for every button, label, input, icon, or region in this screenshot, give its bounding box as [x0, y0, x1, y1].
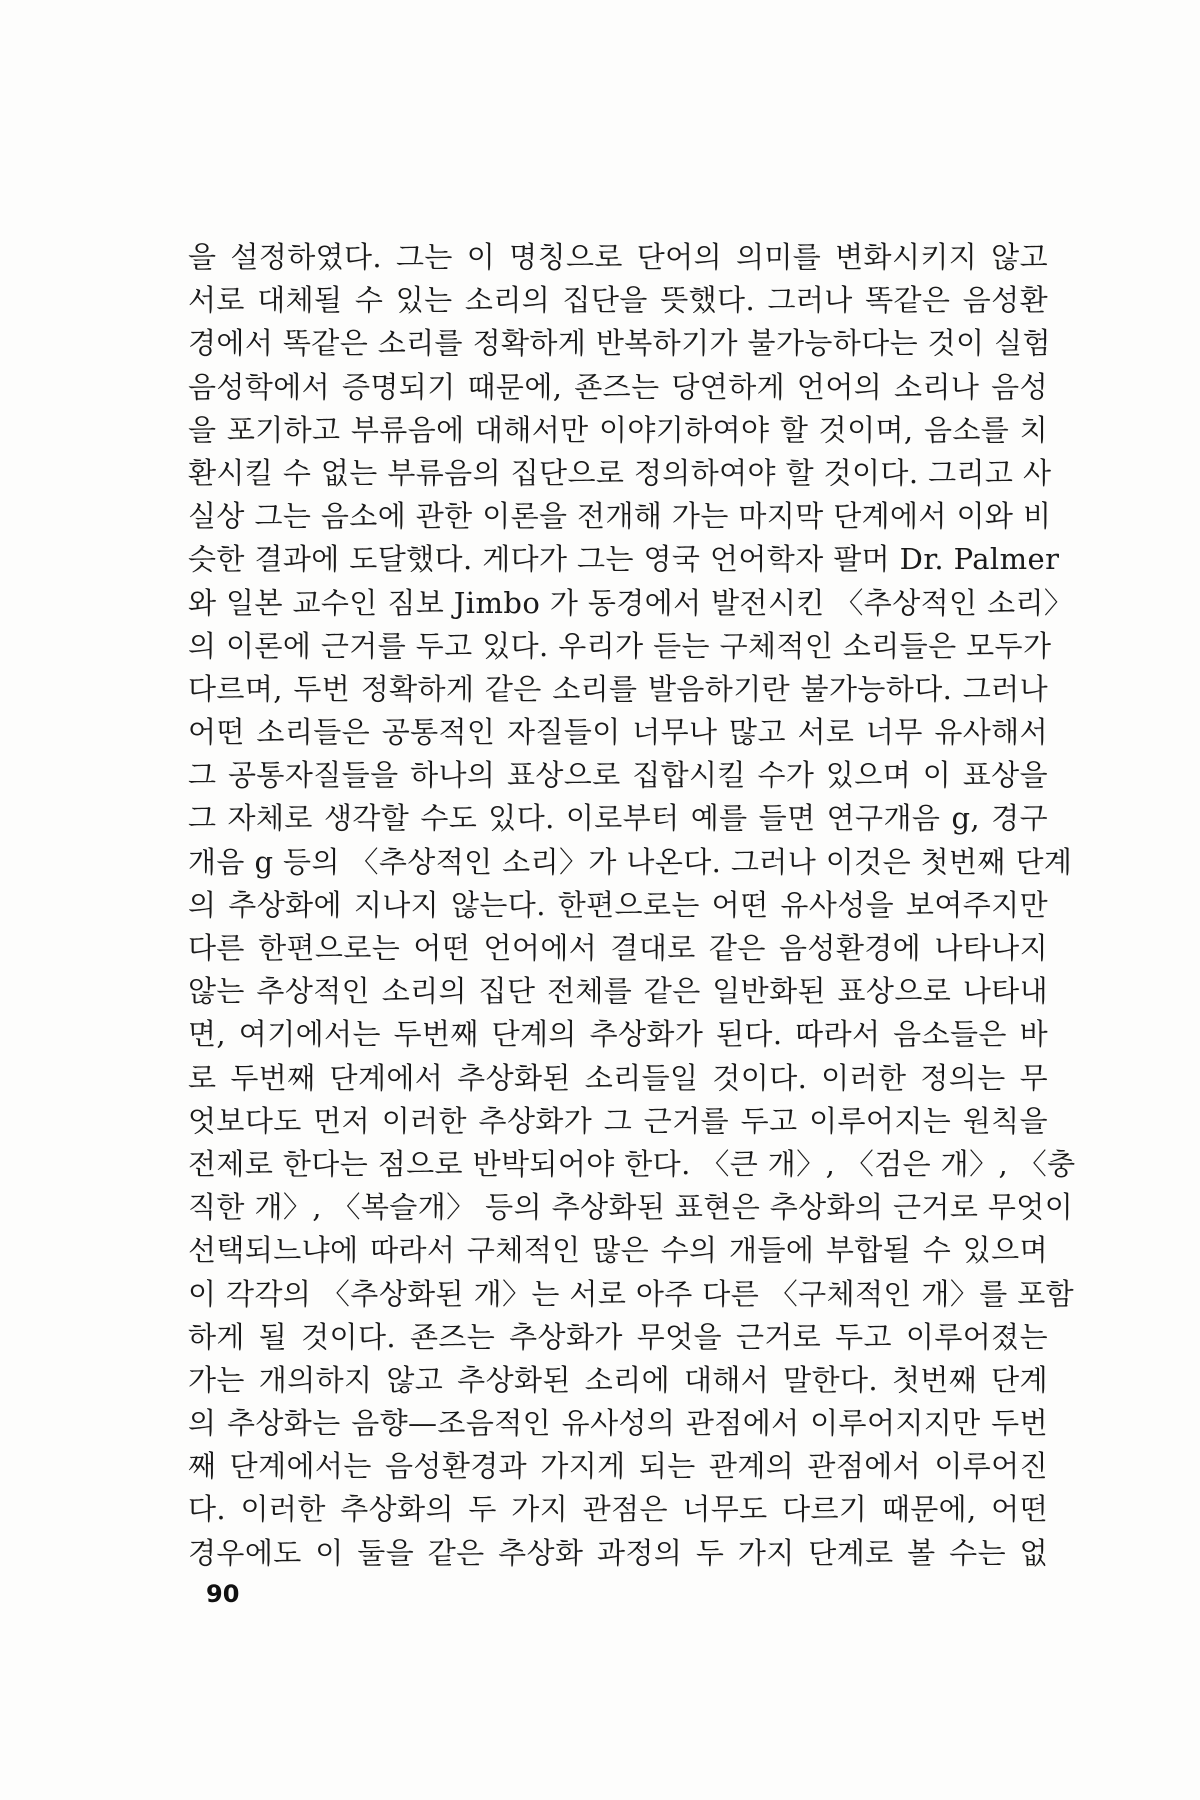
text-line: 직한 개〉, 〈복슬개〉 등의 추상화된 표현은 추상화의 근거로 무엇이 — [188, 1190, 1074, 1225]
page-number: 90 — [206, 1580, 240, 1608]
text-line: 가는 개의하지 않고 추상화된 소리에 대해서 말한다. 첫번째 단계 — [188, 1362, 1048, 1397]
text-line: 다. 이러한 추상화의 두 가지 관점은 너무도 다르기 때문에, 어떤 — [188, 1492, 1048, 1527]
text-line: 하게 될 것이다. 죤즈는 추상화가 무엇을 근거로 두고 이루어졌는 — [188, 1319, 1048, 1354]
text-line: 환시킬 수 없는 부류음의 집단으로 정의하여야 할 것이다. 그리고 사 — [188, 455, 1052, 490]
text-line: 않는 추상적인 소리의 집단 전체를 같은 일반화된 표상으로 나타내 — [188, 974, 1048, 1009]
text-line: 개음 g 등의 〈추상적인 소리〉가 나온다. 그러나 이것은 첫번째 단계 — [188, 844, 1073, 879]
text-line: 음성학에서 증명되기 때문에, 죤즈는 당연하게 언어의 소리나 음성 — [188, 369, 1048, 404]
text-line: 전제로 한다는 점으로 반박되어야 한다. 〈큰 개〉, 〈검은 개〉, 〈충 — [188, 1146, 1076, 1181]
text-line: 그 자체로 생각할 수도 있다. 이로부터 예를 들면 연구개음 g, 경구 — [188, 801, 1048, 836]
text-line: 의 이론에 근거를 두고 있다. 우리가 듣는 구체적인 소리들은 모두가 — [188, 628, 1052, 663]
text-line: 다른 한편으로는 어떤 언어에서 결대로 같은 음성환경에 나타나지 — [188, 931, 1048, 965]
text-line: 째 단계에서는 음성환경과 가지게 되는 관계의 관점에서 이루어진 — [188, 1449, 1048, 1484]
text-line: 와 일본 교수인 짐보 Jimbo 가 동경에서 발전시킨 〈추상적인 소리〉 — [188, 585, 1074, 620]
text-line: 다르며, 두번 정확하게 같은 소리를 발음하기란 불가능하다. 그러나 — [188, 671, 1048, 706]
text-line: 그 공통자질들을 하나의 표상으로 집합시킬 수가 있으며 이 표상을 — [188, 758, 1048, 793]
text-line: 을 설정하였다. 그는 이 명칭으로 단어의 의미를 변화시키지 않고 — [188, 240, 1048, 274]
text-line: 슷한 결과에 도달했다. 게다가 그는 영국 언어학자 팔머 Dr. Palmer — [188, 542, 1060, 577]
text-line: 을 포기하고 부류음에 대해서만 이야기하여야 할 것이며, 음소를 치 — [188, 412, 1048, 447]
text-line: 경우에도 이 둘을 같은 추상화 과정의 두 가지 단계로 볼 수는 없 — [188, 1535, 1048, 1570]
body-text — [188, 236, 1076, 1575]
text-line: 의 추상화에 지나지 않는다. 한편으로는 어떤 유사성을 보여주지만 — [188, 887, 1048, 922]
text-line: 어떤 소리들은 공통적인 자질들이 너무나 많고 서로 너무 유사해서 — [188, 715, 1048, 750]
text-line: 로 두번째 단계에서 추상화된 소리들일 것이다. 이러한 정의는 무 — [188, 1060, 1048, 1095]
text-line: 의 추상화는 음향—조음적인 유사성의 관점에서 이루어지지만 두번 — [188, 1406, 1048, 1441]
text-line: 서로 대체될 수 있는 소리의 집단을 뜻했다. 그러나 똑같은 음성환 — [188, 283, 1048, 318]
text-line: 엇보다도 먼저 이러한 추상화가 그 근거를 두고 이루어지는 원칙을 — [188, 1103, 1048, 1138]
text-line: 선택되느냐에 따라서 구체적인 많은 수의 개들에 부합될 수 있으며 — [188, 1233, 1048, 1268]
text-line: 실상 그는 음소에 관한 이론을 전개해 가는 마지막 단계에서 이와 비 — [188, 499, 1052, 534]
text-line: 이 각각의 〈추상화된 개〉는 서로 아주 다른 〈구체적인 개〉를 포함 — [188, 1276, 1075, 1311]
text-line: 경에서 똑같은 소리를 정확하게 반복하기가 불가능하다는 것이 실험 — [188, 326, 1051, 361]
text-line: 면, 여기에서는 두번째 단계의 추상화가 된다. 따라서 음소들은 바 — [188, 1017, 1048, 1052]
